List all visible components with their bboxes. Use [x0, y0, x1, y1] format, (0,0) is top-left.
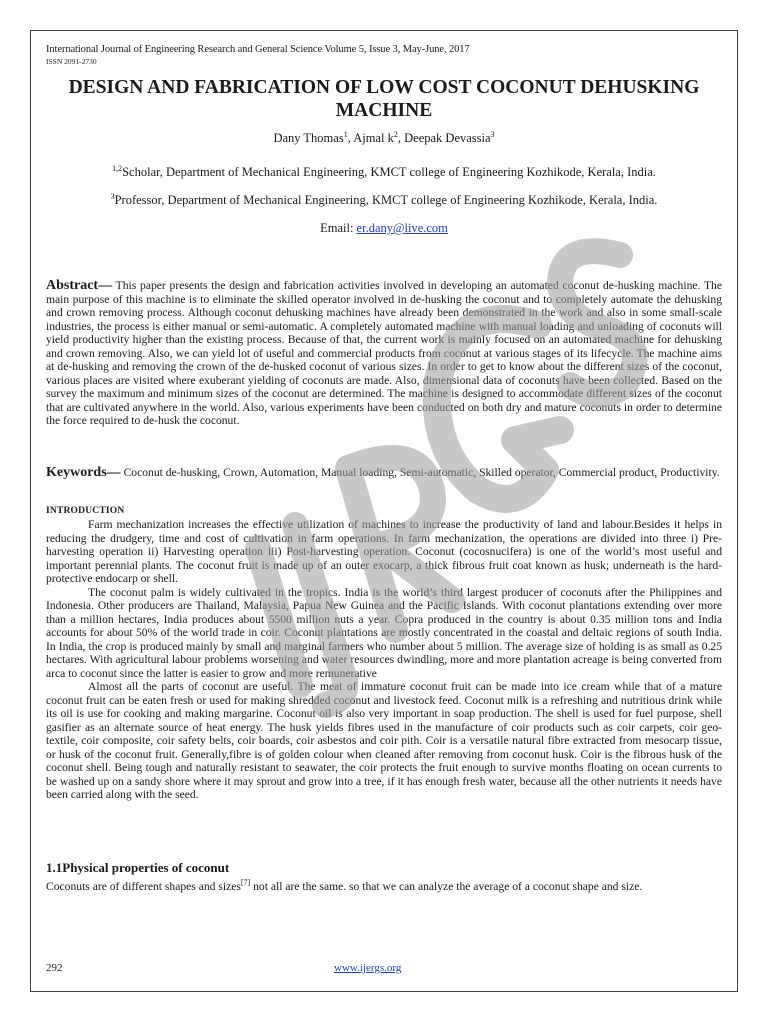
intro-paragraph-3: Almost all the parts of coconut are useful. The meat of immature coconut fruit can be made into ice cream while that of a mature coconut fruit can be eaten fresh or used for making shredded coconut and livestock feed. Coconut milk is a refreshing and nutritious drink while its oil is use for cooking and making margarine. Coconut oil is also very important in soap production. The shell is used for fuel purpose, shell gasifier as an alternate source of heat energy. The husk yields fibres used in the manufacture of coir products such as coir carpets, coir geo-textile, coir composite, coir safety belts, coir boards, coir asbestos and coir pith. Coir is a versatile natural fibre extracted from mesocarp tissue, or husk of the coconut fruit. Generally,fibre is of golden colour when cleaned after removing from coconut husk. Coir is the fibrous husk of the coconut shell. Being tough and naturally resistant to seawater, the coir protects the fruit enough to survive months floating on ocean currents to be washed up on a sandy shore where it may sprout and grow into a tree, if it has enough fresh water, because all the other nutrients it needs have been carried along with the seed. [46, 680, 722, 801]
subsection-heading: 1.1Physical properties of coconut [46, 860, 230, 875]
abstract-text: This paper presents the design and fabrication activities involved in developing an automated coconut de-husking machine. The main purpose of this machine is to eliminate the skilled operator involved in de-husking the coconut and to completely automate the dehusking and crown removing process. Although coconut dehusking machines have already been demonstrated in the work and also in some small-scale industries, the process is either manual or semi-automatic. A completely automated machine with manual loading and unloading of coconuts will yield productivity higher than the existing process. Because of that, the current work is mainly focused on an automated machine for dehusking and crown removing. Also, we can yield lot of useful and commercial products from coconut at various stages of its lifecycle. The machine aims at de-husking and removing the crown of the de-husked coconut of various sizes. In order to get to know about the different sizes of the coconut, various places are visited where exuberant yielding of coconuts are made. Also, dimensional data of coconuts have been collected. Based on the survey the maximum and minimum sizes of the coconut are determined. The machine is designed to accommodate different sizes of the coconut that are cultivated anywhere in the world. Also, various experiments have been conducted on both dry and mature coconuts in order to determine the force required to de-husk the coconut. [46, 279, 722, 427]
author-1: Dany Thomas [273, 131, 344, 145]
page-number: 292 [46, 962, 63, 974]
email-link[interactable]: er.dany@live.com [356, 221, 448, 235]
keywords-text: Coconut de-husking, Crown, Automation, Manual loading, Semi-automatic, Skilled operator, Commercial product, Productivity. [120, 466, 720, 479]
keywords-label: Keywords— [46, 465, 121, 480]
author-3: , Deepak Devassia [397, 131, 491, 145]
journal-header: International Journal of Engineering Research and General Science Volume 5, Issue 3, May-June, 2017 [46, 44, 470, 55]
subsection-text: Coconuts are of different shapes and sizes[7] not all are the same. so that we can analyze the average of a coconut shape and size. [46, 878, 643, 893]
authors-line: Dany Thomas$^1$, Ajmal $k^2$, Deepak Devassia$^3$ [273, 129, 495, 145]
keywords [46, 466, 722, 480]
affiliation-1: $^{1,2}$Scholar, Department of Mechanical Engineering, KMCT college of Engineering Kozhikode, Kerala, India. [112, 163, 656, 179]
abstract-label: Abstract— [46, 278, 113, 293]
introduction-heading: INTRODUCTION [46, 506, 125, 516]
affiliation-2: $^3$Professor, Department of Mechanical Engineering, KMCT college of Engineering Kozhikode, Kerala, India. [110, 191, 658, 207]
issn-line: ISSN 2091-2730 [46, 57, 97, 66]
abstract [46, 279, 722, 428]
author-2: , Ajmal k [347, 131, 394, 145]
footer-url-link[interactable]: www.ijergs.org [334, 962, 402, 974]
intro-paragraph-1: Farm mechanization increases the effective utilization of machines to increase the productivity of land and labour.Besides it helps in reducing the drudgery, time and cost of cultivation in farm operations. In farm mechanization, the operations are divided into three i) Pre-harvesting operation ii) Harvesting operation iii) Post-harvesting operation. Coconut (cocosnucifera) is one of the world’s most useful and important perennial plants. The coconut fruit is made up of an outer exocarp, a thick fibrous fruit coat known as husk; underneath is the hard-protective endocarp or shell. [46, 518, 722, 585]
intro-paragraph-2: The coconut palm is widely cultivated in the tropics. India is the world’s third largest producer of coconuts after the Philippines and Indonesia. Other producers are Thailand, Malaysia, Papua New Guinea and the Pacific Islands. With coconut plantations extending over more than a million hectares, India produces about 5500 million nuts a year. Copra produced in the country is about 0.35 million tons and India accounts for about 50% of the world trade in coir. Coconut plantations are mostly concentrated in the coastal and deltaic regions of south India. In India, the crop is produced mainly by small and marginal farmers who number about 5 million. The average size of holding is as small as 0.25 hectares. With agricultural labour problems worsening and water resources dwindling, more and more plantation acreage is being converted from arca to coconut since the latter is easier to grow and more remunerative [46, 585, 722, 680]
email-line: Email: er.dany@live.com [320, 221, 448, 235]
paper-title: DESIGN AND FABRICATION OF LOW COST COCONUT DEHUSKING MACHINE [68, 77, 700, 121]
reference-7[interactable]: [7] [240, 878, 251, 888]
introduction-body [46, 518, 722, 802]
